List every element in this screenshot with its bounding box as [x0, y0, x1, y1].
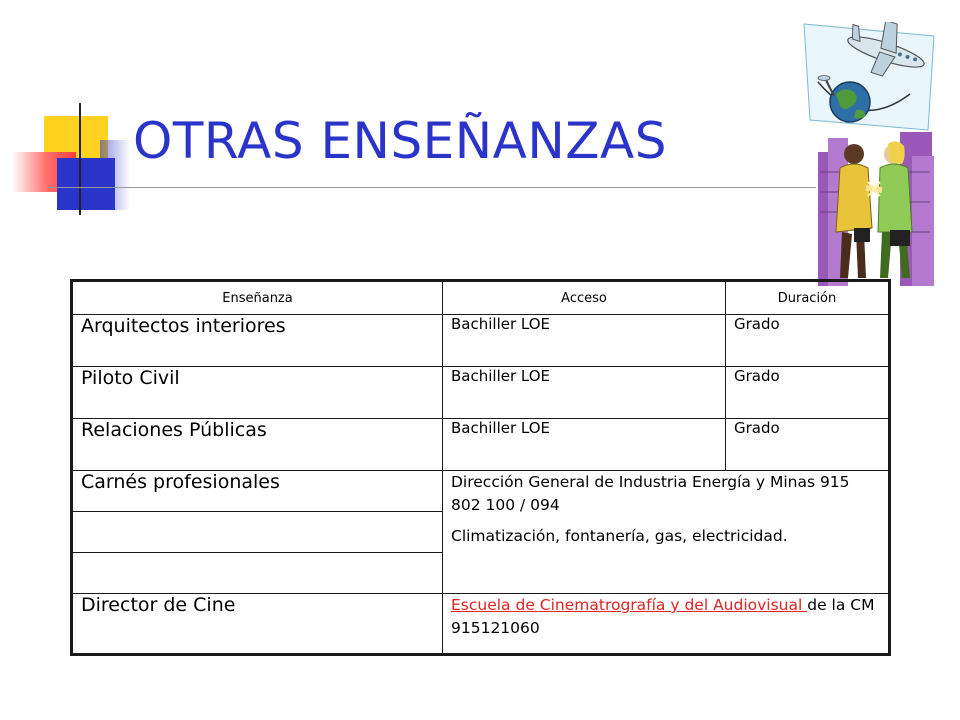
decorative-blue-fade — [100, 140, 130, 210]
cell-acceso: Bachiller LOE — [443, 419, 726, 471]
cell-empty — [72, 553, 443, 594]
business-handshake-clipart-icon — [816, 132, 934, 286]
header-acceso: Acceso — [443, 281, 726, 315]
table-row — [72, 419, 890, 471]
cell-ensenanza: Arquitectos interiores — [72, 315, 443, 367]
slide-title: OTRAS ENSEÑANZAS — [133, 112, 667, 170]
table-row — [72, 315, 890, 367]
cell-acceso: Bachiller LOE — [443, 315, 726, 367]
carnes-fields-text: Climatización, fontanería, gas, electricidad. — [451, 527, 788, 545]
table-row — [72, 367, 890, 419]
cell-ensenanza: Piloto Civil — [72, 367, 443, 419]
cell-ensenanza: Relaciones Públicas — [72, 419, 443, 471]
title-underline — [48, 187, 828, 188]
table-header-row — [72, 281, 890, 315]
carnes-contact-text: Dirección General de Industria Energía y Minas 915 802 100 / 094 — [451, 473, 850, 514]
table-row-director — [72, 594, 890, 655]
education-table — [70, 279, 891, 656]
header-duracion: Duración — [726, 281, 890, 315]
decorative-vertical-line — [79, 103, 81, 215]
cell-duracion: Grado — [726, 315, 890, 367]
cell-duracion: Grado — [726, 419, 890, 471]
cell-director-acceso — [443, 594, 890, 655]
table-row-carnes — [72, 471, 890, 512]
film-school-link[interactable]: Escuela de Cinematrografía y del Audiovisual — [451, 596, 808, 614]
cell-acceso: Bachiller LOE — [443, 367, 726, 419]
cell-ensenanza: Carnés profesionales — [72, 471, 443, 512]
cell-ensenanza: Director de Cine — [72, 594, 443, 655]
film-school-phone-text: de la CM 915121060 — [451, 596, 875, 637]
airplane-globe-clipart-icon — [800, 22, 940, 134]
cell-carnes-acceso — [443, 471, 890, 594]
cell-duracion: Grado — [726, 367, 890, 419]
header-ensenanza: Enseñanza — [72, 281, 443, 315]
cell-empty — [72, 512, 443, 553]
